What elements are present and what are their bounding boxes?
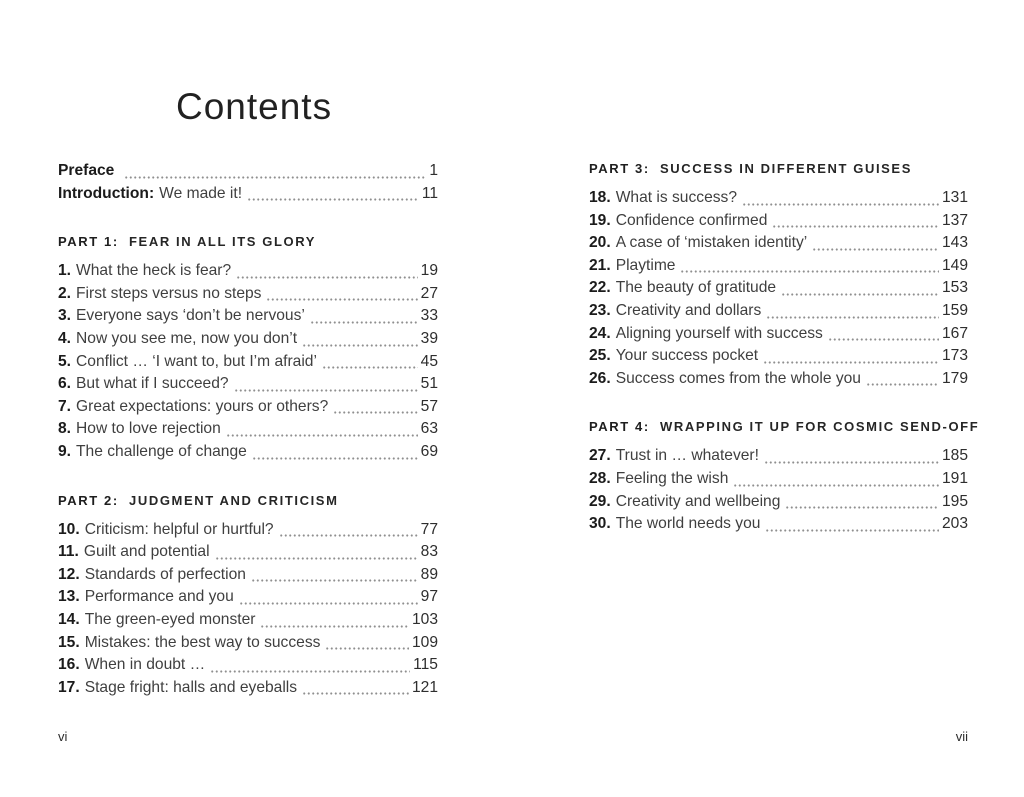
- dot-leader: [234, 373, 418, 396]
- page-number: 143: [941, 234, 968, 252]
- dot-leader: [210, 654, 410, 677]
- part-label: PART 3:: [589, 161, 650, 176]
- chapter-number: 23.: [589, 301, 611, 319]
- part-section: [589, 418, 980, 535]
- chapter-title: But what if I succeed?: [76, 375, 229, 393]
- part-name: SUCCESS IN DIFFERENT GUISES: [660, 161, 912, 176]
- page-number: 195: [941, 492, 968, 510]
- toc-entry: [589, 345, 968, 368]
- dot-leader: [302, 328, 418, 351]
- chapter-number: 2.: [58, 284, 72, 302]
- chapter-title: Trust in … whatever!: [615, 447, 759, 465]
- part-heading: [589, 160, 968, 177]
- toc-entry: [58, 183, 438, 206]
- dot-leader: [124, 160, 426, 183]
- toc-entry: [58, 441, 438, 464]
- chapter-list: [58, 519, 438, 700]
- toc-entry: [589, 187, 968, 210]
- toc-entry: [58, 541, 438, 564]
- toc-entry: [58, 519, 438, 542]
- toc-entry: [589, 323, 968, 346]
- chapter-number: 28.: [589, 469, 611, 487]
- page-number: 27: [420, 284, 438, 302]
- chapter-number: 19.: [589, 211, 611, 229]
- part-name: JUDGMENT AND CRITICISM: [129, 492, 339, 508]
- chapter-title: Your success pocket: [615, 347, 759, 365]
- chapter-title: Confidence confirmed: [615, 211, 768, 229]
- part-section: [58, 233, 438, 463]
- toc-entry: [58, 283, 438, 306]
- chapter-title: Standards of perfection: [84, 565, 246, 583]
- page-number: 83: [420, 543, 438, 561]
- dot-leader: [866, 368, 939, 391]
- chapter-number: 20.: [589, 234, 611, 252]
- chapter-title: Creativity and wellbeing: [615, 492, 781, 510]
- toc-entry: [589, 277, 968, 300]
- chapter-number: 5.: [58, 352, 72, 370]
- part-name: FEAR IN ALL ITS GLORY: [129, 234, 316, 250]
- dot-leader: [252, 441, 418, 464]
- dot-leader: [236, 260, 417, 283]
- dot-leader: [215, 541, 418, 564]
- page-number: 33: [420, 307, 438, 325]
- page-number: 153: [941, 279, 968, 297]
- part-heading: [589, 418, 980, 435]
- page-number: 51: [420, 375, 438, 393]
- chapter-title: First steps versus no steps: [76, 284, 262, 302]
- chapter-number: 12.: [58, 565, 80, 583]
- dot-leader: [733, 468, 939, 491]
- chapter-title: Stage fright: halls and eyeballs: [84, 678, 298, 696]
- page-number: 57: [420, 397, 438, 415]
- toc-entry: [58, 418, 438, 441]
- dot-leader: [279, 519, 418, 542]
- part-section: [58, 492, 438, 700]
- chapter-number: 15.: [58, 633, 80, 651]
- dot-leader: [785, 491, 939, 514]
- toc-entry: [589, 255, 968, 278]
- dot-leader: [325, 632, 409, 655]
- toc-entry: [58, 609, 438, 632]
- chapter-number: 25.: [589, 347, 611, 365]
- chapter-title: When in doubt …: [84, 656, 206, 674]
- chapter-title: Everyone says ‘don’t be nervous’: [76, 307, 305, 325]
- toc-entry: [589, 300, 968, 323]
- page-number: 63: [420, 420, 438, 438]
- dot-leader: [260, 609, 409, 632]
- chapter-title: Guilt and potential: [83, 543, 210, 561]
- chapter-number: 8.: [58, 420, 72, 438]
- page-number: 77: [420, 520, 438, 538]
- page-number: 115: [413, 656, 438, 674]
- part-section: [589, 160, 968, 390]
- toc-entry: [58, 260, 438, 283]
- dot-leader: [251, 564, 418, 587]
- dot-leader: [828, 323, 939, 346]
- page-number: 39: [420, 329, 438, 347]
- chapter-number: 27.: [589, 447, 611, 465]
- part-label: PART 1:: [58, 234, 119, 250]
- chapter-number: 22.: [589, 279, 611, 297]
- chapter-title: How to love rejection: [76, 420, 221, 438]
- page-number: 131: [941, 189, 968, 206]
- dot-leader: [302, 677, 409, 700]
- toc-entry: [589, 513, 968, 536]
- toc-entry: [58, 632, 438, 655]
- page-number: 1: [429, 162, 438, 179]
- chapter-number: 13.: [58, 588, 80, 606]
- dot-leader: [763, 345, 939, 368]
- chapter-list: [58, 260, 438, 463]
- toc-entry: [58, 160, 438, 183]
- chapter-title: Feeling the wish: [615, 469, 729, 487]
- chapter-number: 14.: [58, 610, 80, 628]
- page-number: 149: [941, 256, 968, 274]
- chapter-title: Great expectations: yours or others?: [76, 397, 329, 415]
- page-number: 137: [941, 211, 968, 229]
- chapter-title: What is success?: [615, 189, 738, 206]
- page-number: 179: [941, 369, 968, 387]
- dot-leader: [781, 277, 939, 300]
- chapter-title: The beauty of gratitude: [615, 279, 777, 297]
- dot-leader: [226, 418, 418, 441]
- dot-leader: [239, 586, 418, 609]
- dot-leader: [812, 232, 939, 255]
- toc-entry: [58, 351, 438, 374]
- toc-entry: [58, 305, 438, 328]
- dot-leader: [766, 300, 939, 323]
- chapter-title: The green-eyed monster: [84, 610, 256, 628]
- chapter-number: 16.: [58, 656, 80, 674]
- part-name: WRAPPING IT UP FOR COSMIC SEND-OFF: [660, 419, 980, 435]
- page-number: 45: [420, 352, 438, 370]
- dot-leader: [765, 513, 939, 536]
- chapter-number: 21.: [589, 256, 611, 274]
- dot-leader: [772, 210, 939, 233]
- part-label: PART 4:: [589, 419, 650, 435]
- toc-entry: [589, 491, 968, 514]
- chapter-title: Conflict … ‘I want to, but I’m afraid’: [76, 352, 317, 370]
- toc-entry: [58, 677, 438, 700]
- chapter-title: Mistakes: the best way to success: [84, 633, 321, 651]
- page-number: 11: [421, 184, 438, 202]
- toc-entry: [589, 468, 968, 491]
- toc-entry: [58, 373, 438, 396]
- page-number: 159: [941, 301, 968, 319]
- right-column: [589, 160, 980, 536]
- page-number: 203: [941, 515, 968, 533]
- chapter-title: A case of ‘mistaken identity’: [615, 234, 808, 252]
- page-number: 185: [941, 447, 968, 465]
- chapter-number: 3.: [58, 307, 72, 325]
- chapter-title: The challenge of change: [76, 442, 247, 460]
- toc-entry: [58, 654, 438, 677]
- page-number: 167: [941, 324, 968, 342]
- chapter-title: Creativity and dollars: [615, 301, 762, 319]
- page-number: 97: [420, 588, 438, 606]
- dot-leader: [310, 305, 418, 328]
- toc-entry: [58, 328, 438, 351]
- chapter-title: Aligning yourself with success: [615, 324, 823, 342]
- chapter-title: Now you see me, now you don’t: [76, 329, 298, 347]
- chapter-number: Preface: [58, 162, 115, 179]
- page-number: 103: [411, 610, 438, 628]
- part-heading: [58, 492, 438, 509]
- chapter-number: 17.: [58, 678, 80, 696]
- chapter-title: What the heck is fear?: [76, 262, 232, 280]
- chapter-title: Performance and you: [84, 588, 234, 606]
- page-number: 173: [941, 347, 968, 365]
- chapter-title: Criticism: helpful or hurtful?: [84, 520, 274, 538]
- chapter-number: 11.: [58, 543, 79, 561]
- front-matter-list: [58, 160, 438, 205]
- chapter-title: The world needs you: [615, 515, 761, 533]
- page-number: 69: [420, 442, 438, 460]
- page-number: 191: [941, 469, 968, 487]
- toc-entry: [58, 586, 438, 609]
- chapter-number: 10.: [58, 520, 80, 538]
- chapter-title: We made it!: [159, 184, 243, 202]
- dot-leader: [680, 255, 938, 278]
- toc-entry: [58, 396, 438, 419]
- dot-leader: [247, 183, 419, 206]
- page-number: 109: [411, 633, 438, 651]
- toc-entry: [58, 564, 438, 587]
- chapter-number: 26.: [589, 369, 611, 387]
- chapter-title: Playtime: [615, 256, 676, 274]
- chapter-number: 9.: [58, 442, 72, 460]
- chapter-list: [589, 445, 968, 535]
- chapter-number: Introduction:: [58, 184, 155, 202]
- page-number: 19: [420, 262, 438, 280]
- toc-entry: [589, 368, 968, 391]
- chapter-number: 18.: [589, 189, 611, 206]
- chapter-number: 29.: [589, 492, 611, 510]
- part-label: PART 2:: [58, 492, 119, 508]
- toc-entry: [589, 210, 968, 233]
- chapter-number: 24.: [589, 324, 611, 342]
- dot-leader: [333, 396, 417, 419]
- part-heading: [58, 233, 438, 250]
- chapter-list: [589, 187, 968, 390]
- chapter-title: Success comes from the whole you: [615, 369, 861, 387]
- chapter-number: 30.: [589, 515, 611, 533]
- chapter-number: 4.: [58, 329, 72, 347]
- dot-leader: [764, 445, 939, 468]
- page-number: 121: [411, 678, 438, 696]
- folio-left: vi: [58, 729, 68, 744]
- dot-leader: [742, 187, 939, 210]
- page-title: Contents: [176, 86, 333, 127]
- chapter-number: 6.: [58, 375, 72, 393]
- chapter-number: 1.: [58, 262, 72, 280]
- toc-entry: [589, 445, 968, 468]
- toc-entry: [589, 232, 968, 255]
- left-column: [58, 160, 438, 699]
- dot-leader: [322, 351, 418, 374]
- page-number: 89: [420, 565, 438, 583]
- folio-right: vii: [955, 729, 968, 744]
- dot-leader: [266, 283, 417, 306]
- chapter-number: 7.: [58, 397, 72, 415]
